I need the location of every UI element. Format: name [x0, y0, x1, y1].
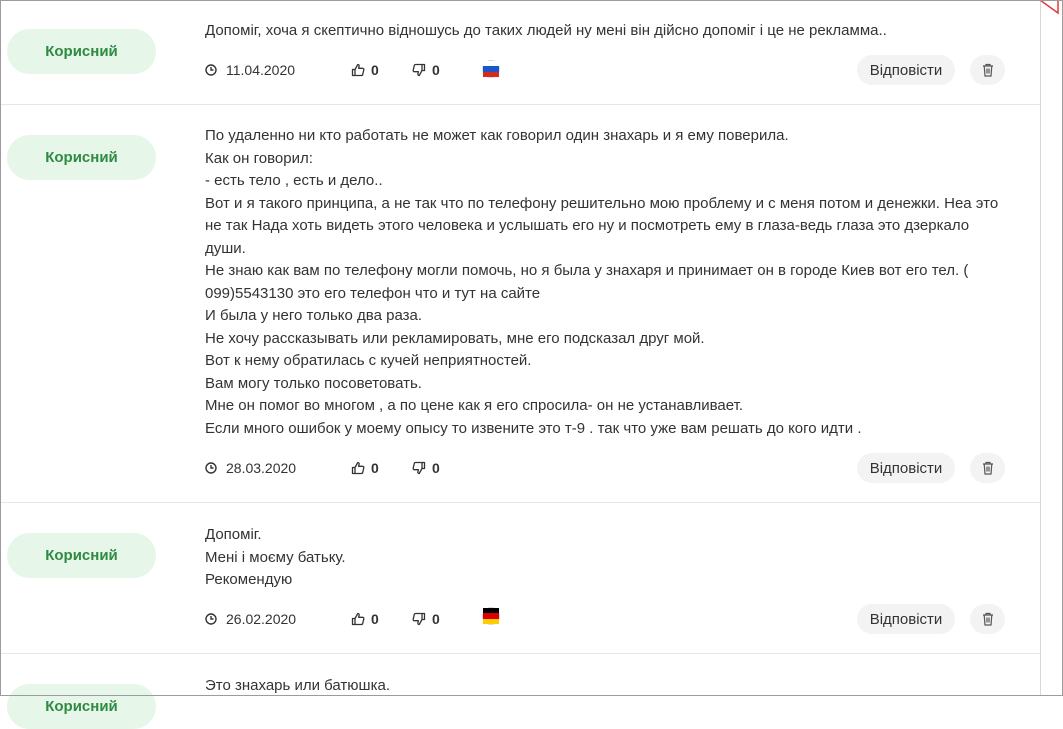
dislike-button[interactable]	[412, 460, 440, 476]
thumbs-down-icon	[412, 461, 426, 475]
thumbs-up-icon	[351, 612, 365, 626]
trash-icon	[982, 612, 994, 626]
thumbs-down-icon	[412, 612, 426, 626]
delete-button[interactable]	[970, 453, 1005, 483]
review-text-line: По удаленно ни кто работать не может как говорил один знахарь и я ему поверила.	[205, 127, 789, 144]
review-text-line: 099)5543130 это его телефон что и тут на сайте	[205, 284, 541, 302]
review-text-line: Мені і моєму батьку.	[205, 548, 346, 566]
review-text-line: - есть тело , есть и дело..	[205, 172, 383, 189]
review-text-line: Это знахарь или батюшка.	[205, 677, 390, 694]
review-item	[0, 0, 1040, 105]
clock-icon	[205, 462, 217, 474]
dislike-button[interactable]	[412, 611, 440, 627]
review-meta	[205, 56, 1005, 84]
review-date	[205, 611, 296, 627]
review-text	[205, 125, 1005, 440]
scrollbar-track[interactable]	[1040, 0, 1063, 696]
review-text-line: Если много ошибок у моему опысу то извените это т-9 . так что уже вам решать до кого идти .	[205, 419, 862, 437]
thumbs-down-icon	[412, 63, 426, 77]
date-text: 11.04.2020	[226, 62, 296, 78]
trash-icon	[982, 63, 994, 77]
dislike-count: 0	[432, 62, 440, 78]
thumbs-up-icon	[351, 461, 365, 475]
useful-badge: Корисний	[7, 29, 156, 74]
reply-button[interactable]: Відповісти	[857, 604, 955, 634]
dislike-button[interactable]	[412, 62, 440, 78]
review-date	[205, 460, 296, 476]
flag-de-icon	[483, 608, 499, 624]
review-item	[0, 503, 1040, 654]
clock-icon	[205, 64, 217, 76]
like-button[interactable]	[351, 460, 379, 476]
review-text-line: души.	[205, 239, 246, 257]
review-text	[205, 675, 1005, 698]
delete-button[interactable]	[970, 55, 1005, 85]
review-date	[205, 62, 295, 78]
reply-button[interactable]: Відповісти	[857, 55, 955, 85]
like-count: 0	[371, 460, 379, 476]
delete-button[interactable]	[970, 604, 1005, 634]
useful-badge: Корисний	[7, 533, 156, 578]
useful-badge: Корисний	[7, 684, 156, 729]
review-meta	[205, 454, 1005, 482]
corner-triangle-icon	[1038, 0, 1060, 14]
review-text-line: Не знаю как вам по телефону могли помочь, но я была у знахаря и принимает он в городе Киев вот его тел. (	[205, 262, 969, 279]
review-text-line: Вам могу только посоветовать.	[205, 374, 422, 392]
like-count: 0	[371, 611, 379, 627]
review-text-line: не так Нада хоть видеть этого человека и услышать его ну и посмотреть ему в глаза-ведь глаза это дзеркало	[205, 217, 970, 234]
review-text-line: Не хочу рассказывать или рекламировать, мне его подсказал друг мой.	[205, 329, 705, 347]
review-meta	[205, 605, 1005, 633]
review-text-line: Как он говорил:	[205, 149, 313, 167]
review-text-line: Вот и я такого принципа, а не так что по телефону решительно мою проблему и с меня потом и денежки. Неа это	[205, 194, 999, 212]
thumbs-up-icon	[351, 63, 365, 77]
review-text	[205, 20, 1005, 43]
review-text-line: Вот к нему обратилась с кучей неприятностей.	[205, 352, 532, 369]
review-text-line: Мне он помог во многом , а по цене как я его спросила- он не устанавливает.	[205, 397, 743, 414]
review-item	[0, 105, 1040, 503]
clock-icon	[205, 613, 217, 625]
useful-badge: Корисний	[7, 135, 156, 180]
review-item	[0, 654, 1040, 715]
review-text	[205, 524, 1005, 592]
trash-icon	[982, 461, 994, 475]
like-button[interactable]	[351, 62, 379, 78]
review-text-line: Рекомендую	[205, 571, 293, 588]
review-text-line: И была у него только два раза.	[205, 307, 423, 324]
like-count: 0	[371, 62, 379, 78]
review-text-line: Допоміг, хоча я скептично відношусь до таких людей ну мені він дійсно допоміг і це не рекламма..	[205, 22, 887, 39]
dislike-count: 0	[432, 460, 440, 476]
like-button[interactable]	[351, 611, 379, 627]
date-text: 28.03.2020	[226, 460, 297, 476]
dislike-count: 0	[432, 611, 440, 627]
flag-ru-icon	[483, 61, 499, 77]
reply-button[interactable]: Відповісти	[857, 453, 955, 483]
review-text-line: Допоміг.	[205, 526, 262, 543]
date-text: 26.02.2020	[226, 611, 297, 627]
